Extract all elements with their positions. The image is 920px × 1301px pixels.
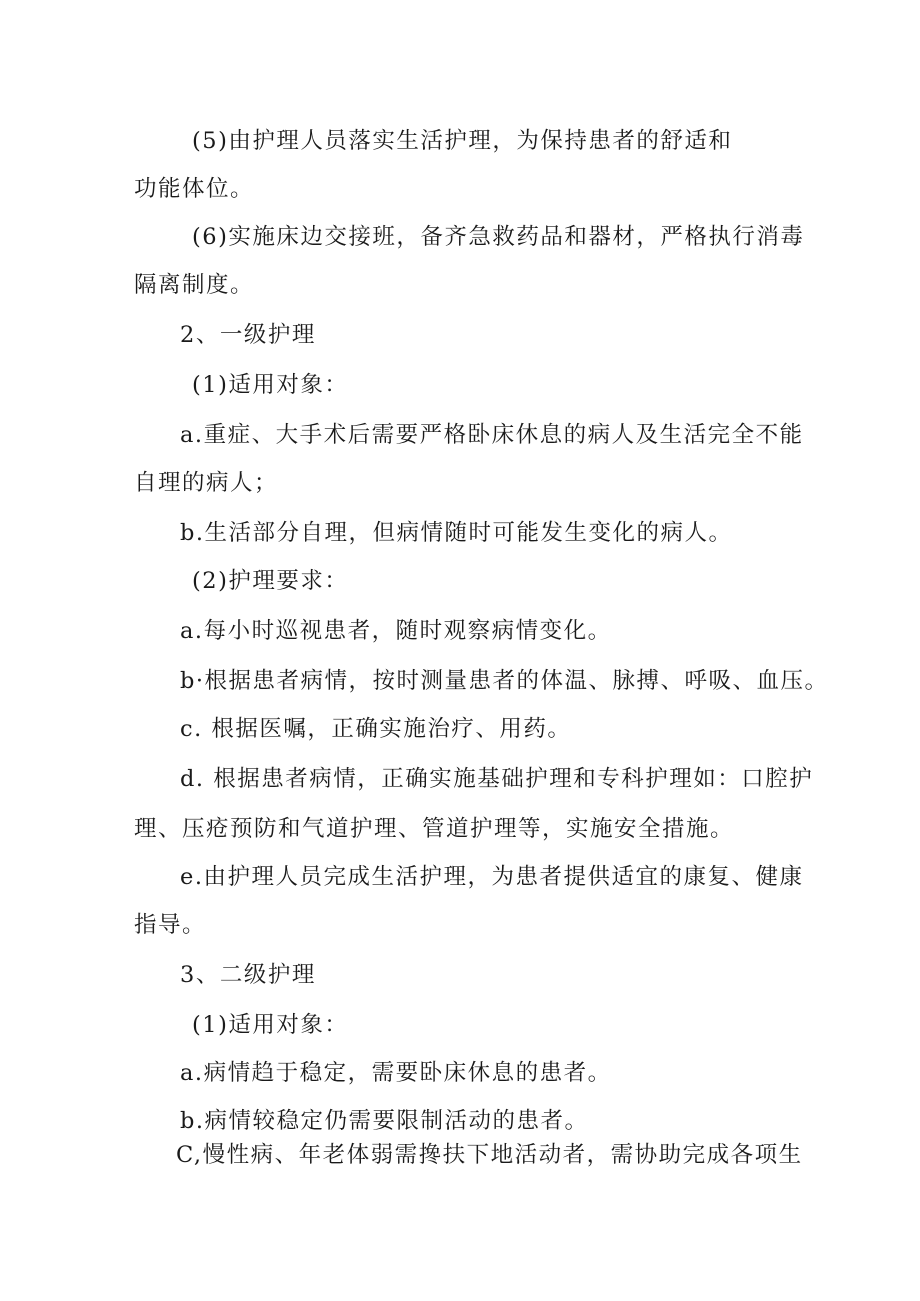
text-line: b·根据患者病情，按时测量患者的体温、脉搏、呼吸、血压。 — [180, 668, 829, 694]
section-heading: 3、二级护理 — [180, 962, 316, 988]
text-line: d. 根据患者病情，正确实施基础护理和专科护理如：口腔护 — [180, 766, 814, 792]
text-line: 指导。 — [134, 912, 207, 938]
text-line: (5)由护理人员落实生活护理，为保持患者的舒适和 — [192, 128, 733, 154]
text-line: 理、压疮预防和气道护理、管道护理等，实施安全措施。 — [134, 816, 735, 842]
text-line: c. 根据医嘱，正确实施治疗、用药。 — [180, 716, 572, 742]
text-line: e.由护理人员完成生活护理，为患者提供适宜的康复、健康 — [180, 864, 804, 890]
text-line: (1)适用对象： — [192, 372, 349, 398]
section-heading: 2、一级护理 — [180, 322, 316, 348]
text-line: C,慢性病、年老体弱需搀扶下地活动者，需协助完成各项生 — [176, 1142, 803, 1168]
text-line: b.病情较稳定仍需要限制活动的患者。 — [180, 1108, 589, 1134]
text-line: b.生活部分自理，但病情随时可能发生变化的病人。 — [180, 520, 733, 546]
text-line: 隔离制度。 — [134, 272, 255, 298]
text-line: a.重症、大手术后需要严格卧床休息的病人及生活完全不能 — [180, 422, 804, 448]
text-line: (1)适用对象： — [192, 1012, 349, 1038]
text-line: 自理的病人； — [134, 470, 279, 496]
text-line: a.每小时巡视患者，随时观察病情变化。 — [180, 618, 612, 644]
text-line: 功能体位。 — [134, 176, 255, 202]
text-line: (2)护理要求： — [192, 568, 349, 594]
text-line: (6)实施床边交接班，备齐急救药品和器材，严格执行消毒 — [192, 224, 805, 250]
text-line: a.病情趋于稳定，需要卧床休息的患者。 — [180, 1060, 612, 1086]
